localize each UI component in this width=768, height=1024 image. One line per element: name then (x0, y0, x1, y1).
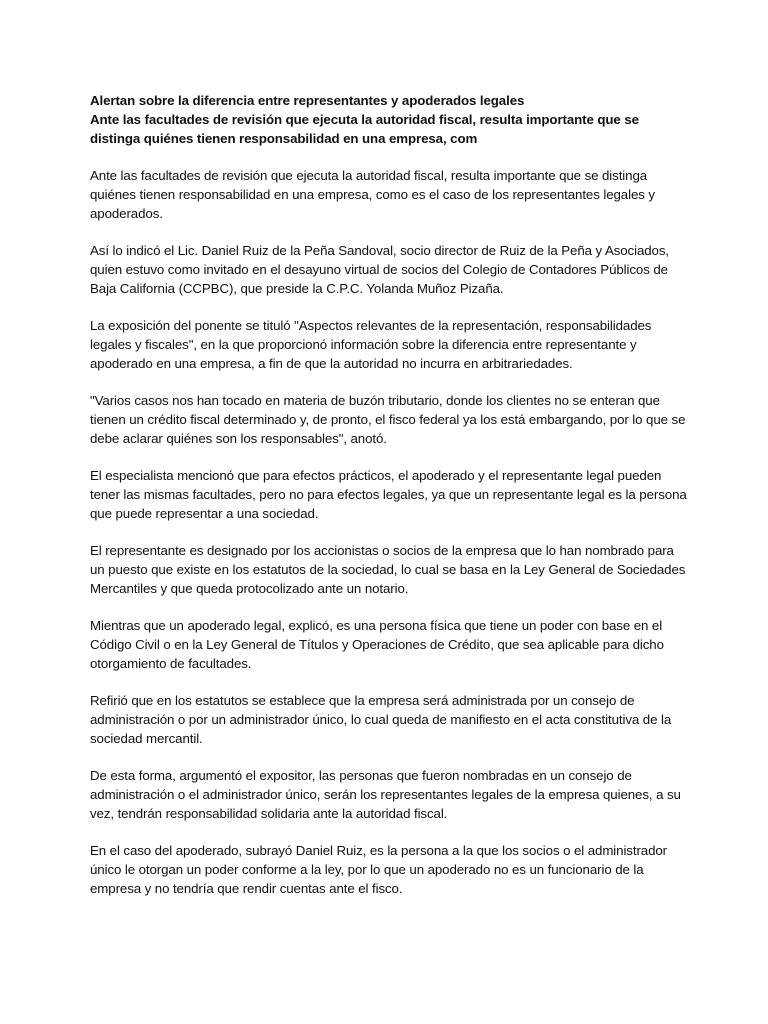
article-headline (90, 91, 690, 148)
document-page (90, 91, 690, 916)
body-paragraph: "Varios casos nos han tocado en materia de buzón tributario, donde los clientes no se enteran que tienen un crédito fiscal determinado y, de pronto, el fisco federal ya los está embargando, por lo que se debe aclarar quiénes son los responsables", anotó. (90, 393, 686, 446)
body-paragraph: Así lo indicó el Lic. Daniel Ruiz de la Peña Sandoval, socio director de Ruiz de la Peña y Asociados, quien estuvo como invitado en el desayuno virtual de socios del Colegio de Contadores Públicos de Baja California (CCPBC), que preside la C.P.C. Yolanda Muñoz Pizaña. (90, 243, 669, 296)
body-paragraph: Mientras que un apoderado legal, explicó, es una persona física que tiene un poder con base en el Código Civil o en la Ley General de Títulos y Operaciones de Crédito, que sea aplicable para dicho otorgamiento de facultades. (90, 618, 664, 671)
body-paragraph: Ante las facultades de revisión que ejecuta la autoridad fiscal, resulta importante que se distinga quiénes tienen responsabilidad en una empresa, como es el caso de los representantes legales y apoderados. (90, 168, 655, 221)
body-paragraph: Refirió que en los estatutos se establece que la empresa será administrada por un consejo de administración o por un administrador único, lo cual queda de manifiesto en el acta constitutiva de la sociedad mercantil. (90, 693, 672, 746)
body-paragraph: El representante es designado por los accionistas o socios de la empresa que lo han nombrado para un puesto que existe en los estatutos de la sociedad, lo cual se basa en la Ley General de Sociedades Mercantiles y que queda protocolizado ante un notario. (90, 543, 686, 596)
body-paragraph: De esta forma, argumentó el expositor, las personas que fueron nombradas en un consejo de administración o el administrador único, serán los representantes legales de la empresa quienes, a su vez, tendrán responsabilidad solidaria ante la autoridad fiscal. (90, 768, 681, 821)
article-subtitle: Ante las facultades de revisión que ejecuta la autoridad fiscal, resulta importante que se distinga quiénes tienen responsabilidad en una empresa, com (90, 112, 639, 146)
body-paragraph: En el caso del apoderado, subrayó Daniel Ruiz, es la persona a la que los socios o el administrador único le otorgan un poder conforme a la ley, por lo que un apoderado no es un funcionario de la empresa y no tendría que rendir cuentas ante el fisco. (90, 843, 667, 896)
body-paragraph: La exposición del ponente se tituló "Aspectos relevantes de la representación, responsabilidades legales y fiscales", en la que proporcionó información sobre la diferencia entre representante y apoderado en una empresa, a fin de que la autoridad no incurra en arbitrariedades. (90, 318, 652, 371)
body-paragraph: El especialista mencionó que para efectos prácticos, el apoderado y el representante legal pueden tener las mismas facultades, pero no para efectos legales, ya que un representante legal es la persona que puede representar a una sociedad. (90, 468, 687, 521)
article-title: Alertan sobre la diferencia entre representantes y apoderados legales (90, 93, 525, 108)
article-body (90, 166, 690, 898)
